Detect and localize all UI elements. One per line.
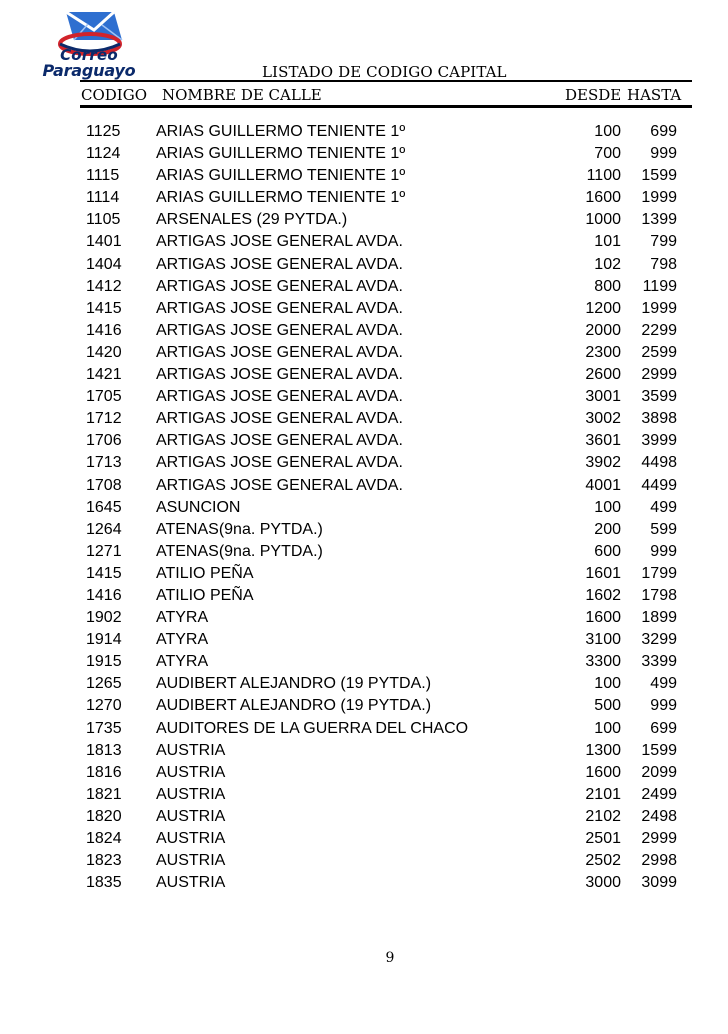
table-row (0, 165, 728, 187)
row-to: 3999 (641, 432, 677, 450)
row-street-name: ARTIGAS JOSE GENERAL AVDA. (156, 476, 403, 494)
row-street-name: ATYRA (156, 609, 209, 627)
row-code: 1404 (86, 255, 122, 273)
logo-wordmark-line1: Correo (60, 46, 118, 64)
row-to: 798 (650, 255, 677, 273)
row-code: 1271 (86, 542, 122, 560)
row-code: 1914 (86, 631, 122, 649)
row-from: 3601 (585, 432, 621, 450)
row-from: 2501 (585, 830, 621, 847)
row-from: 1100 (586, 167, 621, 185)
row-from: 100 (594, 498, 621, 516)
row-code: 1415 (86, 564, 122, 582)
row-from: 3902 (585, 454, 621, 472)
row-street-name: ARTIGAS JOSE GENERAL AVDA. (156, 432, 403, 450)
row-code: 1915 (86, 653, 122, 671)
postal-code-list (0, 121, 728, 894)
table-row (0, 806, 728, 828)
table-row (0, 695, 728, 717)
row-from: 600 (594, 542, 621, 560)
row-to: 2498 (641, 807, 677, 825)
row-code: 1105 (86, 211, 121, 229)
row-code: 1412 (86, 277, 122, 295)
row-to: 599 (650, 520, 677, 538)
row-to: 699 (650, 123, 677, 140)
row-from: 700 (594, 145, 621, 163)
row-street-name: ARTIGAS JOSE GENERAL AVDA. (156, 277, 403, 295)
row-street-name: ATENAS(9na. PYTDA.) (156, 542, 323, 560)
row-from: 100 (594, 675, 621, 693)
row-to: 3299 (641, 631, 677, 649)
column-header-street: NOMBRE DE CALLE (162, 86, 322, 104)
table-row (0, 254, 728, 276)
table-row (0, 320, 728, 342)
row-to: 499 (650, 675, 677, 693)
row-to: 999 (650, 145, 677, 163)
row-code: 1712 (86, 410, 122, 428)
table-row (0, 607, 728, 629)
column-header-from: DESDE (565, 86, 622, 104)
row-from: 101 (594, 233, 621, 251)
row-to: 2999 (641, 366, 677, 384)
row-from: 100 (594, 123, 621, 140)
row-to: 1799 (641, 564, 677, 582)
row-street-name: ARTIGAS JOSE GENERAL AVDA. (156, 233, 403, 251)
row-to: 1199 (642, 277, 677, 295)
row-to: 2299 (641, 321, 677, 339)
row-code: 1270 (86, 697, 122, 715)
table-row (0, 784, 728, 806)
row-code: 1821 (86, 785, 122, 803)
row-to: 2499 (641, 785, 677, 803)
row-code: 1115 (86, 167, 120, 185)
row-from: 2600 (585, 366, 621, 384)
table-row (0, 762, 728, 784)
row-street-name: AUSTRIA (156, 830, 226, 847)
table-row (0, 850, 728, 872)
row-from: 100 (594, 719, 621, 737)
column-header-code: CODIGO (81, 86, 148, 104)
row-code: 1124 (86, 145, 121, 163)
row-code: 1125 (86, 123, 121, 140)
row-to: 3898 (641, 410, 677, 428)
table-row (0, 121, 728, 143)
table-row (0, 629, 728, 651)
row-to: 3399 (641, 653, 677, 671)
row-code: 1401 (86, 233, 122, 251)
header-rule (80, 105, 692, 108)
row-street-name: ARTIGAS JOSE GENERAL AVDA. (156, 255, 403, 273)
table-row (0, 519, 728, 541)
row-code: 1735 (86, 719, 122, 737)
logo-wordmark-line2: Paraguayo (42, 61, 136, 80)
row-from: 3300 (585, 653, 621, 671)
row-from: 1000 (585, 211, 621, 229)
row-street-name: ARTIGAS JOSE GENERAL AVDA. (156, 299, 403, 317)
table-row (0, 386, 728, 408)
row-street-name: ARIAS GUILLERMO TENIENTE 1º (156, 145, 406, 163)
table-row (0, 209, 728, 231)
row-street-name: AUSTRIA (156, 852, 226, 870)
row-street-name: AUSTRIA (156, 741, 226, 759)
correo-paraguayo-logo (30, 8, 148, 88)
table-row (0, 585, 728, 607)
row-street-name: AUDIBERT ALEJANDRO (19 PYTDA.) (156, 675, 432, 693)
row-street-name: AUSTRIA (156, 807, 226, 825)
row-code: 1820 (86, 807, 122, 825)
row-from: 800 (594, 277, 621, 295)
row-to: 1999 (641, 189, 677, 207)
row-code: 1705 (86, 388, 122, 406)
row-from: 3002 (585, 410, 621, 428)
table-row (0, 673, 728, 695)
table-row (0, 276, 728, 298)
row-from: 1200 (585, 299, 621, 317)
row-street-name: ARTIGAS JOSE GENERAL AVDA. (156, 410, 403, 428)
row-to: 2999 (641, 830, 677, 847)
row-to: 499 (650, 498, 677, 516)
row-from: 3100 (585, 631, 621, 649)
table-row (0, 718, 728, 740)
row-from: 200 (594, 520, 621, 538)
table-row (0, 408, 728, 430)
table-row (0, 430, 728, 452)
row-street-name: ARIAS GUILLERMO TENIENTE 1º (156, 189, 406, 207)
page-number: 9 (385, 950, 395, 966)
title-rule (80, 80, 692, 82)
row-street-name: ARSENALES (29 PYTDA.) (156, 211, 348, 229)
row-from: 1600 (585, 189, 621, 207)
row-code: 1823 (86, 852, 122, 870)
table-row (0, 475, 728, 497)
table-row (0, 740, 728, 762)
row-to: 3599 (641, 388, 677, 406)
row-from: 1300 (585, 741, 621, 759)
row-street-name: AUSTRIA (156, 874, 226, 892)
row-from: 500 (594, 697, 621, 715)
row-street-name: ARTIGAS JOSE GENERAL AVDA. (156, 343, 403, 361)
row-code: 1421 (86, 366, 122, 384)
logo-wordmark (30, 48, 148, 78)
document-title: LISTADO DE CODIGO CAPITAL (262, 63, 507, 81)
row-code: 1114 (86, 189, 120, 207)
row-street-name: ARTIGAS JOSE GENERAL AVDA. (156, 454, 403, 472)
table-row (0, 143, 728, 165)
row-code: 1902 (86, 609, 122, 627)
row-from: 2502 (585, 852, 621, 870)
row-from: 1602 (585, 586, 621, 604)
table-row (0, 563, 728, 585)
row-street-name: AUDIBERT ALEJANDRO (19 PYTDA.) (156, 697, 432, 715)
row-street-name: ASUNCION (156, 498, 241, 516)
row-street-name: ATYRA (156, 631, 209, 649)
row-to: 3099 (641, 874, 677, 892)
row-street-name: ATILIO PEÑA (156, 586, 254, 604)
row-street-name: AUSTRIA (156, 763, 226, 781)
row-from: 1600 (585, 763, 621, 781)
row-code: 1420 (86, 343, 122, 361)
row-code: 1816 (86, 763, 122, 781)
row-from: 1601 (585, 564, 621, 582)
row-to: 1798 (641, 586, 677, 604)
table-row (0, 452, 728, 474)
table-row (0, 541, 728, 563)
row-from: 3000 (585, 874, 621, 892)
row-street-name: ATYRA (156, 653, 209, 671)
row-code: 1835 (86, 874, 122, 892)
row-street-name: ARIAS GUILLERMO TENIENTE 1º (156, 123, 406, 140)
row-to: 1399 (641, 211, 677, 229)
row-to: 799 (650, 233, 677, 251)
table-row (0, 872, 728, 894)
row-code: 1264 (86, 520, 122, 538)
row-code: 1645 (86, 498, 122, 516)
row-to: 1599 (641, 741, 677, 759)
row-to: 1999 (641, 299, 677, 317)
row-to: 2599 (641, 343, 677, 361)
row-code: 1713 (86, 454, 122, 472)
row-from: 102 (594, 255, 621, 273)
row-to: 999 (650, 542, 677, 560)
row-to: 1599 (641, 167, 677, 185)
table-row (0, 187, 728, 209)
row-from: 2102 (585, 807, 621, 825)
row-code: 1265 (86, 675, 122, 693)
table-row (0, 231, 728, 253)
row-to: 999 (650, 697, 677, 715)
row-to: 4499 (641, 476, 677, 494)
row-to: 1899 (641, 609, 677, 627)
column-header-to: HASTA (627, 86, 682, 104)
table-row (0, 651, 728, 673)
row-from: 4001 (585, 476, 621, 494)
row-from: 2300 (585, 343, 621, 361)
row-street-name: AUDITORES DE LA GUERRA DEL CHACO (156, 719, 469, 737)
row-code: 1813 (86, 741, 122, 759)
row-street-name: ARTIGAS JOSE GENERAL AVDA. (156, 366, 403, 384)
row-from: 3001 (585, 388, 621, 406)
row-to: 2099 (641, 763, 677, 781)
row-code: 1708 (86, 476, 122, 494)
row-from: 1600 (585, 609, 621, 627)
row-street-name: ARTIGAS JOSE GENERAL AVDA. (156, 388, 403, 406)
row-street-name: ATENAS(9na. PYTDA.) (156, 520, 323, 538)
row-to: 699 (650, 719, 677, 737)
row-from: 2000 (585, 321, 621, 339)
row-street-name: ATILIO PEÑA (156, 564, 254, 582)
table-row (0, 298, 728, 320)
row-to: 2998 (641, 852, 677, 870)
table-row (0, 342, 728, 364)
row-code: 1415 (86, 299, 122, 317)
table-row (0, 497, 728, 519)
row-from: 2101 (585, 785, 621, 803)
row-code: 1706 (86, 432, 122, 450)
row-code: 1416 (86, 586, 122, 604)
row-street-name: AUSTRIA (156, 785, 226, 803)
table-row (0, 364, 728, 386)
row-code: 1416 (86, 321, 122, 339)
table-row (0, 828, 728, 850)
row-code: 1824 (86, 830, 122, 847)
row-to: 4498 (641, 454, 677, 472)
row-street-name: ARTIGAS JOSE GENERAL AVDA. (156, 321, 403, 339)
row-street-name: ARIAS GUILLERMO TENIENTE 1º (156, 167, 406, 185)
